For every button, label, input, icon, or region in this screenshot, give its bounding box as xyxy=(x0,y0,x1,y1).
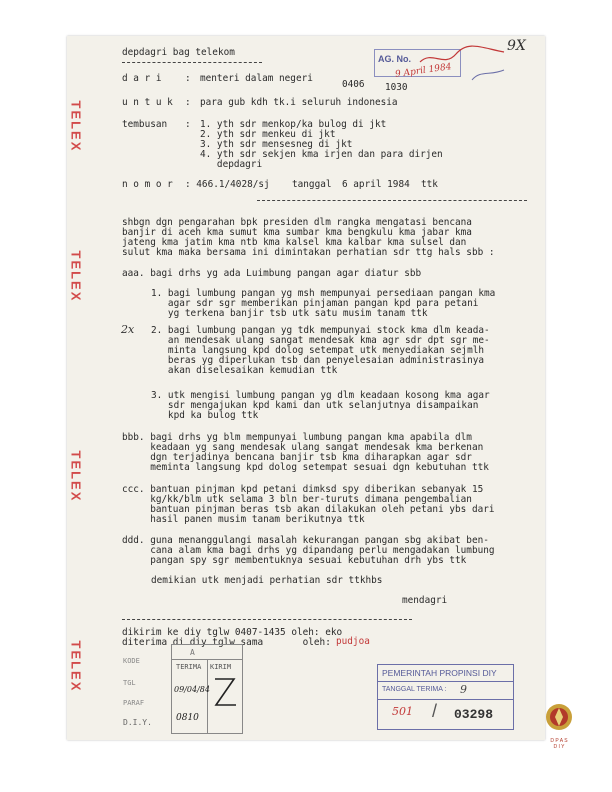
section-line: bantuan pinjman beras tsb akan dilakukan oleh petani ybs dari xyxy=(122,504,495,515)
stamp-line xyxy=(378,699,513,700)
intro-line: jateng kma jatim kma ntb kma kalsel kma kalbar kma sulsel dan xyxy=(122,237,467,248)
tanggal-label: tanggal xyxy=(292,179,332,190)
message-time: 1030 xyxy=(385,82,408,93)
tembusan-item: 1. yth sdr menkop/ka bulog di jkt xyxy=(200,119,387,130)
section-line: ccc. bantuan pinjman kpd petani dimksd spy diberikan sebanyak 15 xyxy=(122,484,484,495)
telex-label: TELEX xyxy=(68,640,84,693)
tembusan-item: depdagri xyxy=(200,159,263,170)
receipt-box xyxy=(117,644,242,732)
handwritten-code: 9X xyxy=(507,38,526,54)
colon: : xyxy=(185,97,191,108)
intro-line: sulut kma maka bersama ini dimintakan perhatian sdr ttg hals sbb : xyxy=(122,247,495,258)
receipt-left-column xyxy=(117,644,172,732)
pemprov-stamp xyxy=(377,664,514,730)
handwritten-z xyxy=(212,675,238,709)
agenda-slash: / xyxy=(432,701,438,721)
item-line: an mendesak ulang sangat mendesak kma agr sdr dpt sgr me- xyxy=(151,335,490,346)
closing-line: demikian utk menjadi perhatian sdr ttkhbs xyxy=(151,575,383,586)
telex-label: TELEX xyxy=(68,250,84,303)
colon: : xyxy=(185,73,191,84)
from-office: depdagri bag telekom xyxy=(122,47,235,58)
divider xyxy=(122,619,412,620)
tanggal-value: 6 april 1984 ttk xyxy=(342,179,438,190)
box-time: 0810 xyxy=(176,713,199,723)
tembusan-item: 3. yth sdr mensesneg di jkt xyxy=(200,139,353,150)
tembusan-item: 2. yth sdr menkeu di jkt xyxy=(200,129,336,140)
telex-margin-strip xyxy=(67,36,85,740)
section-line: keadaan yg sang mendesak ulang sangat mendesak kma berkenan xyxy=(122,442,484,453)
item-line: beras yg diperlukan tsb dan penyelesaian administrasinya xyxy=(151,355,485,366)
section-line: pangan spy sgr membentuknya sesuai kebutuhan drh ybs ttk xyxy=(122,555,467,566)
intro-line: banjir di aceh kma sumut kma sumbar kma bengkulu kma jabar kma xyxy=(122,227,472,238)
sent-info: dikirim ke diy tglw 0407-1435 oleh: eko xyxy=(122,627,343,638)
tembusan-item: 4. yth sdr sekjen kma irjen dan para dirjen xyxy=(200,149,443,160)
divider xyxy=(257,200,527,201)
item-line: 2. bagi lumbung pangan yg tdk mempunyai stock kma dlm keada- xyxy=(151,325,490,336)
item-line: 3. utk mengisi lumbung pangan yg dlm keadaan kosong kma agar xyxy=(151,390,490,401)
colon: : xyxy=(185,119,191,130)
ag-prefix: AG. No. xyxy=(378,54,411,64)
agenda-prefix: 501 xyxy=(392,705,413,718)
item-line: sdr mengajukan kpd kami dan utk selanjutnya disampaikan xyxy=(151,400,479,411)
kode-label: KODE xyxy=(123,657,140,665)
tgl-label: TGL xyxy=(123,679,136,687)
telex-label: TELEX xyxy=(68,450,84,503)
box-a: A xyxy=(190,648,195,657)
stamp-line xyxy=(378,681,513,682)
handwritten-scribble xyxy=(412,40,512,84)
item-line: minta langsung kpd dolog setempat utk menyediakan sejmlh xyxy=(151,345,485,356)
message-number: 0406 xyxy=(342,79,365,90)
dari-label: d a r i xyxy=(122,73,162,84)
item-line: yg terkena banjir tsb utk satu musim tanam ttk xyxy=(151,308,428,319)
terima-label: TERIMA xyxy=(176,663,202,671)
received-by: pudjoa xyxy=(336,636,370,647)
section-line: bbb. bagi drhs yg blm mempunyai lumbung pangan kma apabila dlm xyxy=(122,432,472,443)
nomor-value: : 466.1/4028/sj xyxy=(185,179,270,190)
section-line: cana alam kma bagi drhs yg dipandang perlu mengadakan lumbung xyxy=(122,545,495,556)
telex-document xyxy=(67,36,545,740)
untuk-label: u n t u k xyxy=(122,97,173,108)
tanggal-terima-value: 9 xyxy=(460,683,467,696)
dari-value: menteri dalam negeri xyxy=(200,73,313,84)
section-line: meminta langsung kpd dolog setempat sesuai dgn kebutuhan ttk xyxy=(122,462,489,473)
receipt-grid xyxy=(171,644,243,734)
received-info: diterima di diy tglw sama oleh: xyxy=(122,637,331,648)
diy-label: D.I.Y. xyxy=(123,718,152,727)
margin-note-2x: 2x xyxy=(121,323,135,336)
section-line: kg/kk/blm utk selama 3 bln ber-turuts dimana pengembalian xyxy=(122,494,472,505)
item-line: kpd ka bulog ttk xyxy=(151,410,259,421)
tembusan-label: tembusan xyxy=(122,119,168,130)
box-line xyxy=(207,659,208,733)
agenda-number: 03298 xyxy=(454,707,494,722)
paraf-label: PARAF xyxy=(123,699,145,707)
tanggal-terima-label: TANGGAL TERIMA : xyxy=(382,686,447,693)
dpas-sub: D I Y xyxy=(553,744,565,750)
kirim-label: KIRIM xyxy=(210,663,232,671)
divider xyxy=(122,62,262,63)
handwritten-date: 9 April 1984 xyxy=(394,62,453,80)
dpas-label: D P A S xyxy=(550,738,568,744)
section-line: hasil panen musim tanam berikutnya ttk xyxy=(122,514,365,525)
section-line: dgn terjadinya bencana banjir tsb kma diharapkan agar sdr xyxy=(122,452,472,463)
item-line: agar sdr sgr memberikan pinjaman pangan kpd para petani xyxy=(151,298,479,309)
section-aaa: aaa. bagi drhs yg ada Luimbung pangan agar diatur sbb xyxy=(122,268,422,279)
box-date: 09/04/84 xyxy=(174,685,210,694)
item-line: 1. bagi lumbung pangan yg msh mempunyai persediaan pangan kma xyxy=(151,288,496,299)
dpas-logo xyxy=(543,700,575,750)
pemprov-title: PEMERINTAH PROPINSI DIY xyxy=(382,668,497,678)
untuk-value: para gub kdh tk.i seluruh indonesia xyxy=(200,97,398,108)
intro-line: shbgn dgn pengarahan bpk presiden dlm rangka mengatasi bencana xyxy=(122,217,472,228)
item-line: akan diselesaikan kemudian ttk xyxy=(151,365,338,376)
dpas-emblem-icon xyxy=(544,700,574,734)
telex-label: TELEX xyxy=(68,100,84,153)
section-line: ddd. guna menanggulangi masalah kekurangan pangan sbg akibat ben- xyxy=(122,535,489,546)
signature-mendagri: mendagri xyxy=(402,595,448,606)
nomor-label: n o m o r xyxy=(122,179,173,190)
